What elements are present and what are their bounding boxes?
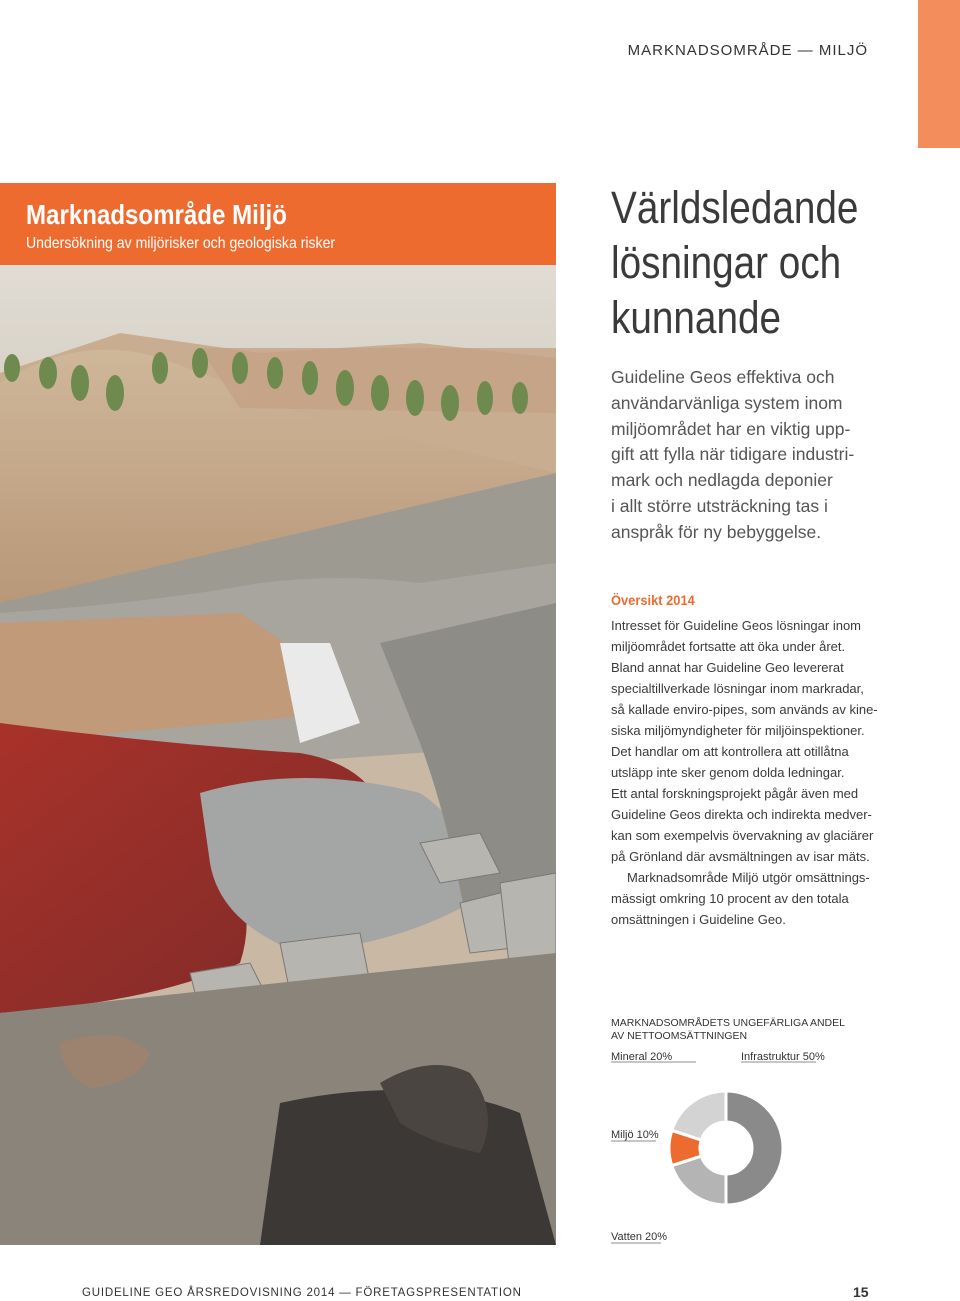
footer-text: GUIDELINE GEO ÅRSREDOVISNING 2014 — FÖRETAGSPRESENTATION <box>82 1287 522 1299</box>
page-tab-accent <box>918 0 960 148</box>
pie-chart-svg <box>611 1050 821 1245</box>
legend-vatten: Vatten 20% <box>611 1231 668 1243</box>
lead-line: miljöområdet har en viktig upp- <box>611 418 851 439</box>
legend-infrastruktur: Infrastruktur 50% <box>741 1051 825 1063</box>
page-number: 15 <box>853 1284 869 1300</box>
lead-line: användarvänliga system inom <box>611 392 843 413</box>
body-line: specialtillverkade lösningar inom markradar, <box>611 681 864 696</box>
title-banner <box>0 183 556 265</box>
headline <box>611 180 895 345</box>
body-line: siska miljömyndigheter för miljöinspektioner. <box>611 723 865 738</box>
lead-line: mark och nedlagda deponier <box>611 470 833 491</box>
body-line: kan som exempelvis övervakning av glaciärer <box>611 828 874 843</box>
body-line: Intresset för Guideline Geos lösningar inom <box>611 618 862 633</box>
headline-line: Världsledande <box>611 182 859 233</box>
body-line: Det handlar om att kontrollera att otillåtna <box>611 744 849 759</box>
body-line: Marknadsområde Miljö utgör omsättnings- <box>627 870 870 885</box>
body-line: utsläpp inte sker genom dolda ledningar. <box>611 765 845 780</box>
pie-chart <box>611 1050 825 1245</box>
pie-title-line: MARKNADSOMRÅDETS UNGEFÄRLIGA ANDEL <box>611 1017 845 1029</box>
pie-title-line: AV NETTOOMSÄTTNINGEN <box>611 1029 748 1042</box>
overview-heading: Översikt 2014 <box>611 592 695 608</box>
lead-line: anspråk för ny bebyggelse. <box>611 521 822 542</box>
pie-slice-infrastruktur <box>726 1091 783 1205</box>
lead-line: gift att fylla när tidigare industri- <box>611 444 855 465</box>
legend-mineral: Mineral 20% <box>611 1051 673 1063</box>
body-line: så kallade enviro-pipes, som används av kine- <box>611 702 878 717</box>
banner-title: Marknadsområde Miljö <box>26 199 287 230</box>
legend-miljo: Miljö 10% <box>611 1129 659 1141</box>
body-line: miljöområdet fortsatte att öka under året. <box>611 639 846 654</box>
body-line: mässigt omkring 10 procent av den totala <box>611 891 849 906</box>
pie-slice-mineral <box>672 1091 726 1140</box>
body-line: Guideline Geos direkta och indirekta medver- <box>611 807 872 822</box>
landscape-photo <box>0 183 556 1245</box>
lead-paragraph <box>611 365 871 546</box>
lead-line: Guideline Geos effektiva och <box>611 367 835 387</box>
section-label: MARKNADSOMRÅDE — MILJÖ <box>627 42 868 59</box>
pie-chart-title <box>611 1017 845 1042</box>
headline-line: kunnande <box>611 292 782 343</box>
body-line: Ett antal forskningsprojekt pågår även med <box>611 786 859 801</box>
body-line: omsättningen i Guideline Geo. <box>611 912 786 927</box>
body-line: Bland annat har Guideline Geo levererat <box>611 660 844 675</box>
overview-body <box>611 615 911 930</box>
headline-line: lösningar och <box>611 237 842 288</box>
body-line: på Grönland där avsmältningen av isar mäts. <box>611 849 870 864</box>
banner-subtitle: Undersökning av miljörisker och geologiska risker <box>26 235 336 252</box>
lead-line: i allt större utsträckning tas i <box>611 495 828 516</box>
